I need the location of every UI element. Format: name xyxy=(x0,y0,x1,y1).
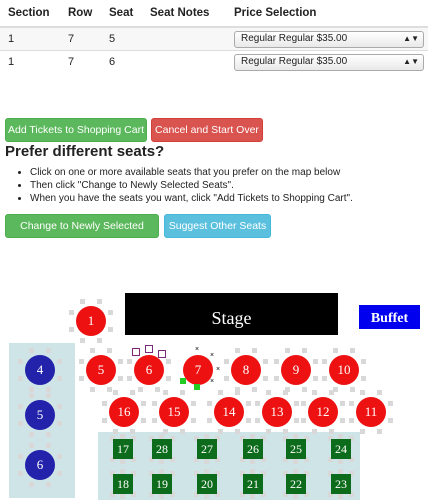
seat-chair[interactable] xyxy=(293,459,298,464)
table-12[interactable]: 12 xyxy=(308,397,338,427)
seat-chair[interactable] xyxy=(18,404,23,409)
seat-chair[interactable] xyxy=(340,401,345,406)
seat-chair[interactable] xyxy=(204,494,209,499)
seat-chair[interactable] xyxy=(46,348,51,353)
seat-chair[interactable] xyxy=(246,418,251,423)
seat-chair[interactable] xyxy=(312,429,317,434)
seat-chair[interactable] xyxy=(388,401,393,406)
seat-chair[interactable] xyxy=(138,387,143,392)
square-tables-zone xyxy=(98,432,360,500)
selected-seat-chair[interactable] xyxy=(145,345,153,353)
seat-chair[interactable] xyxy=(207,418,212,423)
header-row: Row xyxy=(60,0,101,27)
seat-chair[interactable] xyxy=(250,494,255,499)
seat-chair[interactable] xyxy=(322,376,327,381)
table-27[interactable]: 27 xyxy=(197,439,217,459)
seat-chair[interactable] xyxy=(350,348,355,353)
seat-chair[interactable] xyxy=(80,338,85,343)
price-select-value: Regular Regular $35.00 xyxy=(241,32,348,44)
seat-chair[interactable] xyxy=(29,482,34,487)
seat-chair[interactable] xyxy=(127,359,132,364)
seat-chair[interactable] xyxy=(263,359,268,364)
table-15[interactable]: 15 xyxy=(159,397,189,427)
seat-chair[interactable] xyxy=(285,348,290,353)
seat-chair[interactable] xyxy=(57,421,62,426)
seat-chair[interactable] xyxy=(333,348,338,353)
selected-seat-chair[interactable] xyxy=(132,348,140,356)
seat-chair[interactable] xyxy=(120,459,125,464)
seat-chair[interactable] xyxy=(274,376,279,381)
selected-seat-chair[interactable] xyxy=(158,350,166,358)
table-21[interactable]: 21 xyxy=(243,474,263,494)
cell-seat: 5 xyxy=(101,27,142,51)
table-10[interactable]: 10 xyxy=(329,355,359,385)
seat-chair[interactable] xyxy=(18,471,23,476)
seat-chair[interactable] xyxy=(235,390,240,395)
instruction-item: • Then click "Change to Newly Selected Seats". xyxy=(30,179,353,192)
seat-chair[interactable] xyxy=(152,418,157,423)
seat-chair[interactable] xyxy=(204,459,209,464)
seat-chair[interactable] xyxy=(120,494,125,499)
seat-chair[interactable] xyxy=(107,387,112,392)
seat-chair[interactable] xyxy=(283,429,288,434)
seat-chair[interactable] xyxy=(127,376,132,381)
seat-chair[interactable] xyxy=(46,387,51,392)
table-22[interactable]: 22 xyxy=(286,474,306,494)
seat-chair[interactable] xyxy=(388,418,393,423)
seat-chair[interactable] xyxy=(107,348,112,353)
seat-chair[interactable] xyxy=(29,443,34,448)
seat-chair[interactable] xyxy=(360,390,365,395)
seat-chair[interactable] xyxy=(18,454,23,459)
seat-chair[interactable] xyxy=(97,338,102,343)
seat-chair[interactable] xyxy=(246,401,251,406)
seat-chair[interactable] xyxy=(294,401,299,406)
seat-chair[interactable] xyxy=(108,310,113,315)
table-16[interactable]: 16 xyxy=(109,397,139,427)
stage-block: Stage xyxy=(125,293,338,335)
seat-chair[interactable] xyxy=(218,390,223,395)
seat-chair[interactable] xyxy=(338,459,343,464)
table-7[interactable]: 7 xyxy=(183,355,213,385)
seat-chair[interactable] xyxy=(329,429,334,434)
seat-chair[interactable] xyxy=(218,429,223,434)
table-11[interactable]: 11 xyxy=(356,397,386,427)
add-tickets-button[interactable]: Add Tickets to Shopping Cart xyxy=(5,118,147,142)
seat-chair[interactable] xyxy=(313,376,318,381)
seat-chair[interactable] xyxy=(80,299,85,304)
cell-row: 7 xyxy=(60,51,101,74)
seat-chair[interactable] xyxy=(340,418,345,423)
seat-chair[interactable] xyxy=(79,376,84,381)
seat-chair[interactable] xyxy=(29,387,34,392)
seat-chair[interactable] xyxy=(102,418,107,423)
seat-chair[interactable] xyxy=(349,401,354,406)
header-price-selection: Price Selection xyxy=(226,0,428,27)
seat-chair[interactable] xyxy=(130,429,135,434)
seat-chair[interactable] xyxy=(141,401,146,406)
seat-chair[interactable] xyxy=(166,376,171,381)
seat-chair[interactable] xyxy=(274,359,279,364)
seat-chair[interactable] xyxy=(118,359,123,364)
seat-chair[interactable] xyxy=(338,494,343,499)
seat-chair[interactable] xyxy=(118,376,123,381)
seat-chair[interactable] xyxy=(90,387,95,392)
table-25[interactable]: 25 xyxy=(286,439,306,459)
seat-chair[interactable] xyxy=(18,359,23,364)
suggest-seats-button[interactable]: Suggest Other Seats xyxy=(164,214,271,238)
seat-chair[interactable] xyxy=(57,359,62,364)
seat-chair[interactable] xyxy=(97,299,102,304)
seat-chair[interactable] xyxy=(46,482,51,487)
table-6[interactable]: 6 xyxy=(134,355,164,385)
seat-chair[interactable] xyxy=(333,387,338,392)
seat-chair[interactable] xyxy=(329,390,334,395)
table-26[interactable]: 26 xyxy=(243,439,263,459)
seat-chair[interactable] xyxy=(180,429,185,434)
unavailable-seat-icon: × xyxy=(195,346,200,353)
cell-section: 1 xyxy=(0,27,60,51)
seat-chair[interactable] xyxy=(152,401,157,406)
cell-seat: 6 xyxy=(101,51,142,74)
seat-chair[interactable] xyxy=(207,401,212,406)
seat-chair[interactable] xyxy=(224,359,229,364)
price-select-value: Regular Regular $35.00 xyxy=(241,55,348,67)
seat-chair[interactable] xyxy=(250,459,255,464)
seat-chair[interactable] xyxy=(29,348,34,353)
table-19[interactable]: 19 xyxy=(152,474,172,494)
seat-chair[interactable] xyxy=(293,494,298,499)
seat-chair[interactable] xyxy=(302,348,307,353)
seat-chair[interactable] xyxy=(313,359,318,364)
seat-chair[interactable] xyxy=(69,327,74,332)
seat-chair[interactable] xyxy=(301,418,306,423)
table-4[interactable]: 4 xyxy=(25,355,55,385)
cell-section: 1 xyxy=(0,51,60,74)
seat-chair[interactable] xyxy=(163,390,168,395)
seat-chair[interactable] xyxy=(360,429,365,434)
header-seat: Seat xyxy=(101,0,142,27)
seat-chair[interactable] xyxy=(163,429,168,434)
seat-chair[interactable] xyxy=(377,429,382,434)
seat-chair[interactable] xyxy=(255,401,260,406)
unavailable-seat-icon: × xyxy=(210,352,215,359)
seat-chair[interactable] xyxy=(191,401,196,406)
seat-chair[interactable] xyxy=(159,459,164,464)
seat-chair[interactable] xyxy=(57,404,62,409)
table-20[interactable]: 20 xyxy=(197,474,217,494)
select-arrows-icon: ▲▼ xyxy=(403,33,419,43)
seat-chair[interactable] xyxy=(191,418,196,423)
seat-chair[interactable] xyxy=(57,454,62,459)
seat-chair[interactable] xyxy=(361,376,366,381)
seat-chair[interactable] xyxy=(312,390,317,395)
seat-chair[interactable] xyxy=(322,359,327,364)
instruction-item: • When you have the seats you want, click "Add Tickets to Shopping Cart". xyxy=(30,192,353,205)
header-seat-notes: Seat Notes xyxy=(142,0,226,27)
seat-chair[interactable] xyxy=(159,494,164,499)
buffet-block: Buffet xyxy=(359,305,420,329)
seat-chair[interactable] xyxy=(377,390,382,395)
seat-chair[interactable] xyxy=(166,359,171,364)
change-seats-button[interactable]: Change to Newly Selected Seats xyxy=(5,214,159,238)
seat-chair[interactable] xyxy=(29,432,34,437)
table-18[interactable]: 18 xyxy=(113,474,133,494)
seat-chair[interactable] xyxy=(113,390,118,395)
seat-chair[interactable] xyxy=(180,390,185,395)
table-5[interactable]: 5 xyxy=(25,400,55,430)
seat-chair[interactable] xyxy=(252,387,257,392)
table-9[interactable]: 9 xyxy=(281,355,311,385)
seat-chair[interactable] xyxy=(361,359,366,364)
seat-chair[interactable] xyxy=(18,376,23,381)
unavailable-seat-icon: × xyxy=(210,378,215,385)
seat-chair[interactable] xyxy=(255,418,260,423)
seat-chair[interactable] xyxy=(108,327,113,332)
table-17[interactable]: 17 xyxy=(113,439,133,459)
table-1[interactable]: 1 xyxy=(76,306,106,336)
seat-chair[interactable] xyxy=(90,348,95,353)
cancel-button[interactable]: Cancel and Start Over xyxy=(151,118,263,142)
seat-chair[interactable] xyxy=(263,376,268,381)
seat-chair[interactable] xyxy=(57,471,62,476)
seat-chair[interactable] xyxy=(350,387,355,392)
table-24[interactable]: 24 xyxy=(331,439,351,459)
table-5[interactable]: 5 xyxy=(86,355,116,385)
seat-chair[interactable] xyxy=(252,348,257,353)
seat-chair[interactable] xyxy=(57,376,62,381)
seat-chair[interactable] xyxy=(130,390,135,395)
seat-chair[interactable] xyxy=(266,429,271,434)
seat-chair[interactable] xyxy=(302,387,307,392)
seat-chair[interactable] xyxy=(235,348,240,353)
seat-chair[interactable] xyxy=(18,421,23,426)
seat-chair[interactable] xyxy=(266,390,271,395)
available-seat-chair[interactable] xyxy=(194,384,200,390)
select-arrows-icon: ▲▼ xyxy=(403,56,419,66)
header-section: Section xyxy=(0,0,60,27)
seat-chair[interactable] xyxy=(141,418,146,423)
table-23[interactable]: 23 xyxy=(331,474,351,494)
seat-chair[interactable] xyxy=(46,393,51,398)
seat-chair[interactable] xyxy=(155,387,160,392)
seat-chair[interactable] xyxy=(235,429,240,434)
unavailable-seat-icon: × xyxy=(216,366,221,373)
seat-chair[interactable] xyxy=(46,432,51,437)
available-seat-chair[interactable] xyxy=(180,378,186,384)
seat-chair[interactable] xyxy=(113,429,118,434)
seat-chair[interactable] xyxy=(102,401,107,406)
prefer-heading: Prefer different seats? xyxy=(5,143,165,160)
table-28[interactable]: 28 xyxy=(152,439,172,459)
seat-chair[interactable] xyxy=(301,401,306,406)
seat-chair[interactable] xyxy=(46,443,51,448)
seat-chair[interactable] xyxy=(294,418,299,423)
seat-chair[interactable] xyxy=(349,418,354,423)
seat-chair[interactable] xyxy=(224,376,229,381)
cell-row: 7 xyxy=(60,27,101,51)
seat-chair[interactable] xyxy=(29,393,34,398)
table-13[interactable]: 13 xyxy=(262,397,292,427)
table-6[interactable]: 6 xyxy=(25,450,55,480)
seat-chair[interactable] xyxy=(69,310,74,315)
instruction-item: • Click on one or more available seats that you prefer on the map below xyxy=(30,166,353,179)
seat-chair[interactable] xyxy=(283,390,288,395)
seat-chair[interactable] xyxy=(79,359,84,364)
table-8[interactable]: 8 xyxy=(231,355,261,385)
table-14[interactable]: 14 xyxy=(214,397,244,427)
